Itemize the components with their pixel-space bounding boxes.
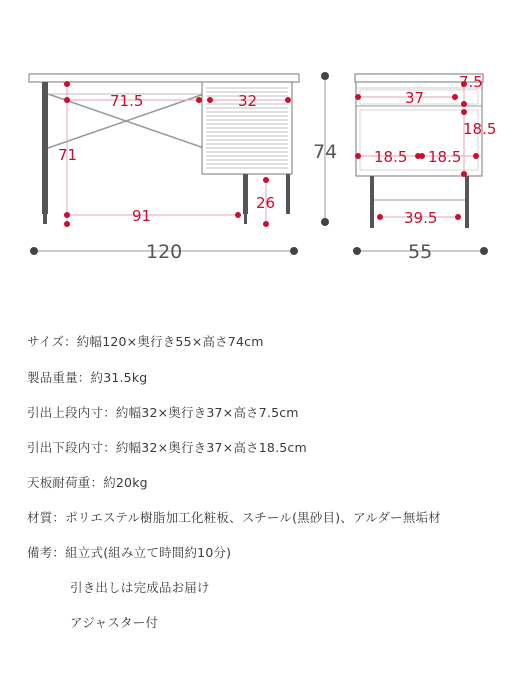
side-view [353, 73, 496, 263]
height-dimension [313, 72, 337, 226]
dim-side-leg-span: 39.5 [404, 209, 438, 227]
spec-lower-drawer: 引出下段内寸：約幅32×奥行き37×高さ18.5cm [27, 440, 307, 455]
spec-material: 材質：ポリエステル樹脂加工化粧板、スチール(黒砂目)、アルダー無垢材 [27, 510, 441, 525]
spec-remarks: 備考：組立式(組み立て時間約10分) [27, 545, 232, 560]
dimension-diagram [0, 0, 525, 290]
spec-size: サイズ：約幅120×奥行き55×高さ74cm [27, 334, 264, 349]
dim-lower-drawer-height: 18.5 [463, 120, 497, 138]
front-view [29, 74, 299, 263]
dim-lower-drawer-depth-right: 18.5 [428, 148, 462, 166]
dim-leg-clearance: 26 [256, 194, 276, 212]
dim-height-inner: 71 [58, 146, 78, 164]
dim-lower-drawer-depth-left: 18.5 [374, 148, 408, 166]
dim-top-drawer-depth: 37 [405, 89, 425, 107]
dim-total-width: 120 [146, 241, 183, 263]
note-adjuster: アジャスター付 [70, 615, 159, 630]
dim-top-drawer-height: 7.5 [459, 73, 483, 91]
dim-total-depth: 55 [408, 241, 433, 263]
dim-total-height: 74 [313, 141, 338, 163]
spec-weight: 製品重量：約31.5kg [27, 370, 148, 385]
dim-leg-span: 91 [132, 207, 152, 225]
spec-upper-drawer: 引出上段内寸：約幅32×奥行き37×高さ7.5cm [27, 405, 299, 420]
dim-drawer-width: 32 [238, 92, 258, 110]
spec-load: 天板耐荷重：約20kg [27, 475, 148, 490]
dim-top-width-left: 71.5 [110, 92, 144, 110]
note-drawer-assembled: 引き出しは完成品お届け [70, 580, 210, 595]
